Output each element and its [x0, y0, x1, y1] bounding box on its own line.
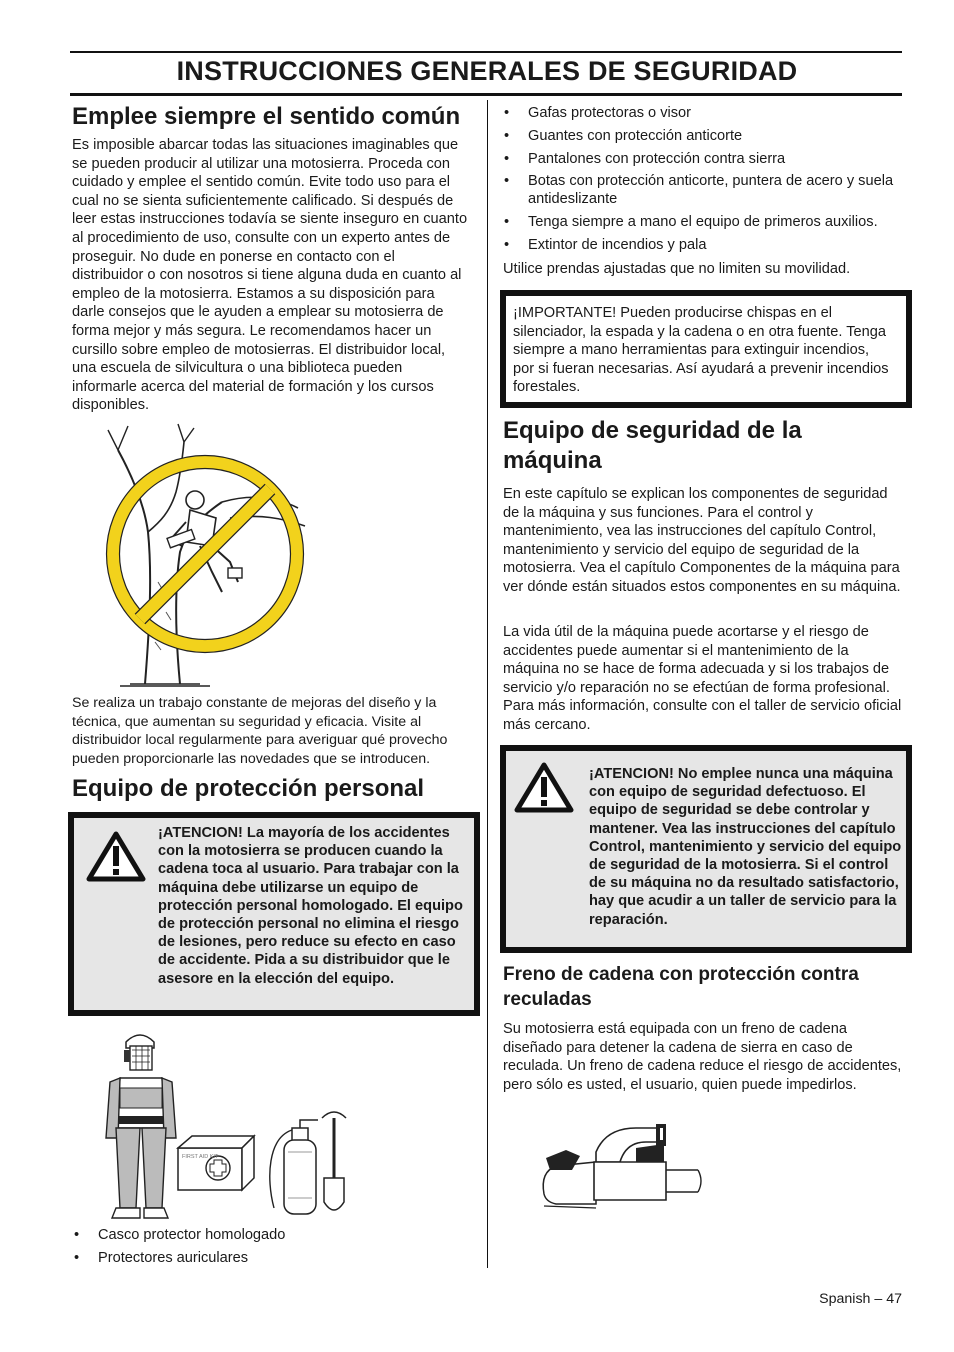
- no-climbing-illustration: [100, 422, 310, 690]
- machine-safety-warning-text: ¡ATENCION! No emplee nunca una máquina con equipo de seguridad defectuoso. El equipo de seguridad se debe controlar y mantener. Vea las instrucciones del capítulo Control, mantenimiento y servicio del equipo de seguridad de la motosierra. Si el control de su máquina no da resultado satisfactorio, hay que acudir a un taller de servicio para la reparación.: [589, 766, 902, 928]
- warning-triangle-icon: [514, 761, 574, 813]
- important-text: ¡IMPORTANTE! Pueden producirse chispas en el silenciador, la espada y la cadena o en otra fuente. Tenga siempre a mano herramientas para extinguir incendios, por si fueran necesarias. Así ayudará a prevenir incendios forestales.: [513, 305, 889, 396]
- ppe-bullets-left: [72, 1226, 470, 1272]
- machine-safety-warning-box: [500, 745, 912, 953]
- first-aid-kit-label: FIRST AID KIT: [182, 1154, 219, 1160]
- list-item: • Extintor de incendios y pala: [502, 236, 902, 254]
- chain-brake-heading: Freno de cadena con protección contra reculadas: [503, 964, 859, 1010]
- ppe-warning-text: ¡ATENCION! La mayoría de los accidentes con la motosierra se producen cuando la cadena toca al usuario. Para trabajar con la máquina debe utilizarse un equipo de protección personal homologado. El equipo de protección personal no elimina el riesgo de lesiones, pero reduce su efecto en caso de accidente. Pida a su distribuidor que le asesore en la elección del equipo.: [158, 825, 463, 987]
- column-divider: [487, 100, 488, 1268]
- header-top-rule: [70, 51, 902, 53]
- page-title: INSTRUCCIONES GENERALES DE SEGURIDAD: [176, 56, 798, 86]
- list-item: • Gafas protectoras o visor: [502, 104, 902, 122]
- ppe-warning-box: [68, 812, 480, 1016]
- list-item: • Guantes con protección anticorte: [502, 127, 902, 145]
- clothing-text: Utilice prendas ajustadas que no limiten su movilidad.: [503, 261, 851, 277]
- important-box: [500, 290, 912, 408]
- ppe-bullets-right: [502, 104, 902, 259]
- machine-safety-heading: Equipo de seguridad de la máquina: [503, 417, 802, 474]
- list-item: • Protectores auriculares: [72, 1249, 470, 1267]
- common-sense-body: Es imposible abarcar todas las situaciones imaginables que se pueden producir al utilizar una motosierra. Proceda con cuidado y emplee el sentido común. Evite todo uso para el cual no se sienta suficientemente calificado. Si después de leer estas instrucciones todavía se siente inseguro en cuanto al procedimiento de uso, consulte con un experto antes de proseguir. No dude en ponerse en contacto con el distribuidor o con nosotros si tiene alguna duda en cuanto al empleo de la motosierra. Estamos a su disposición para darle consejos que le ayuden a emplear su motosierra de forma mejor y más segura. Le recomendamos hacer un cursillo sobre empleo de motosierras. El distribuidor local, una escuela de silvicultura o una biblioteca pueden informarle acerca del material de formación y los cursos disponibles.: [72, 137, 468, 414]
- list-item: • Tenga siempre a mano el equipo de primeros auxilios.: [502, 213, 902, 231]
- ppe-heading: Equipo de protección personal: [72, 775, 425, 802]
- machine-safety-p1: En este capítulo se explican los componentes de seguridad de la máquina y sus funciones. Para el control y mantenimiento, vea las instrucciones del capítulo Control, mantenimiento y servicio del equipo de seguridad de la motosierra. Vea el capítulo Componentes de la máquina para ver dónde están situados estos componentes en su máquina.: [503, 486, 901, 595]
- ppe-illustration: [96, 1028, 386, 1224]
- machine-safety-p2: La vida útil de la máquina puede acortarse y el riesgo de accidentes puede aumentar si el mantenimiento de la máquina no se hace de forma adecuada y si los trabajos de servicio y/o reparación no se efectúan de forma profesional. Para más información, consulte con el taller de servicio oficial más cercano.: [503, 624, 902, 733]
- list-item: • Pantalones con protección contra sierra: [502, 150, 902, 168]
- list-item: • Casco protector homologado: [72, 1226, 470, 1244]
- page-number: Spanish – 47: [819, 1291, 902, 1307]
- warning-triangle-icon: [86, 830, 146, 882]
- common-sense-heading: Emplee siempre el sentido común: [72, 103, 461, 130]
- chain-brake-body: Su motosierra está equipada con un freno de cadena diseñado para detener la cadena de sierra en caso de reculada. Un freno de cadena reduce el riesgo de accidentes, pero sólo es usted, el usuario, quien puede impedirlos.: [503, 1021, 902, 1093]
- chain-brake-illustration: [536, 1122, 706, 1214]
- improvements-text: Se realiza un trabajo constante de mejoras del diseño y la técnica, que aumentan su seguridad y eficacia. Visite al distribuidor local regularmente para averiguar qué provecho pueden proporcionarle las novedades que se introducen.: [72, 695, 448, 767]
- header-bottom-rule: [70, 93, 902, 96]
- list-item: • Botas con protección anticorte, puntera de acero y suela antideslizante: [502, 172, 902, 208]
